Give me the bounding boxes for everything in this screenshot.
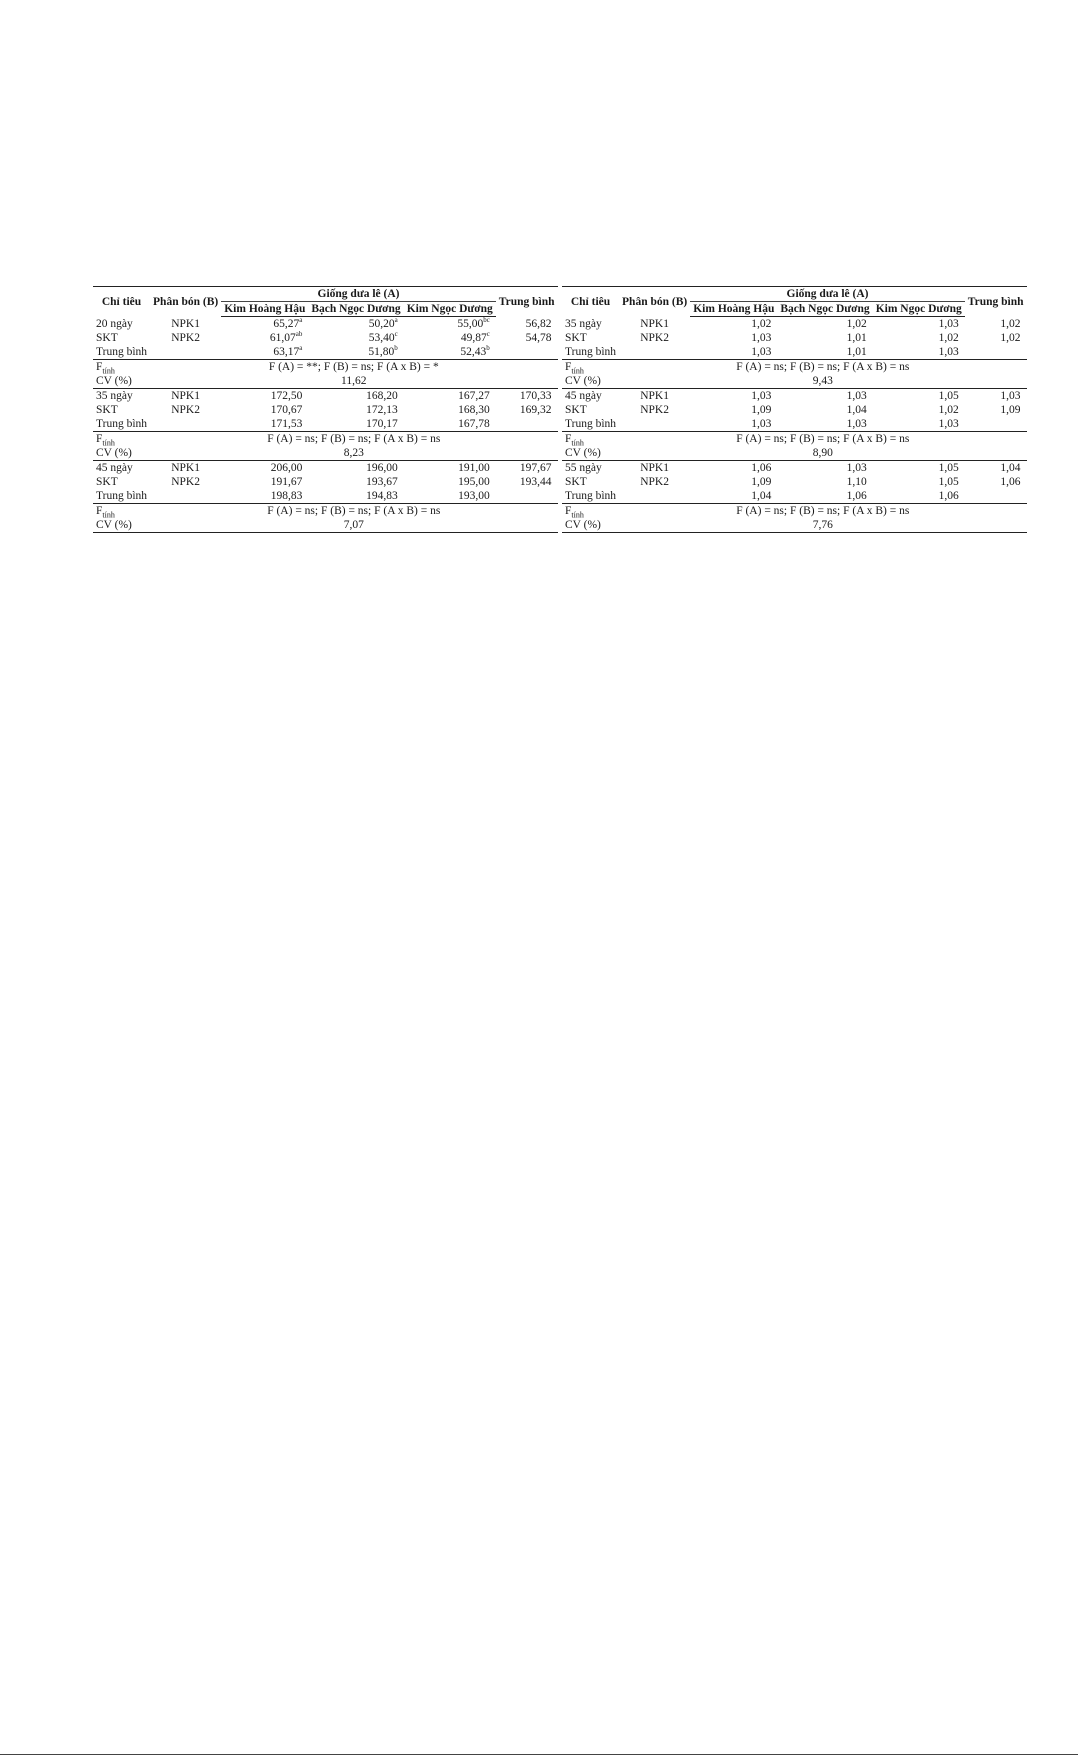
cell-variety-1-value: 172,50 — [270, 390, 303, 402]
row-label: Trung bình — [562, 417, 619, 432]
cell-variety-1 — [690, 403, 777, 417]
header-variety-1: Kim Hoàng Hậu — [221, 302, 308, 317]
row-fertilizer — [619, 489, 690, 504]
cell-variety-2-value: 168,20 — [366, 390, 398, 402]
cell-variety-2-value: 53,40 — [368, 332, 395, 344]
header-fertilizer: Phân bón (B) — [619, 287, 690, 317]
cell-variety-1 — [221, 475, 308, 489]
table-row — [562, 475, 1027, 489]
cell-average: 56,82 — [525, 317, 552, 330]
row-label: SKT — [96, 476, 118, 488]
cell-variety-3-value: 1,03 — [938, 318, 959, 330]
cell-variety-1-value: 1,09 — [751, 404, 772, 416]
cell-average: 1,02 — [1000, 332, 1021, 344]
row-label: Trung bình — [93, 417, 150, 432]
row-fertilizer: NPK1 — [640, 390, 669, 402]
cell-variety-3-value: 167,78 — [458, 418, 490, 430]
cell-variety-1 — [221, 345, 308, 360]
cell-variety-3 — [873, 345, 965, 360]
cell-variety-1 — [690, 489, 777, 504]
table-row — [562, 417, 1027, 432]
f-symbol: F — [96, 361, 103, 373]
cell-variety-2 — [777, 389, 872, 404]
f-test-row — [93, 504, 558, 519]
cell-variety-2 — [777, 403, 872, 417]
cell-average: 1,09 — [1000, 404, 1021, 416]
row-label: Trung bình — [93, 345, 150, 360]
row-fertilizer: NPK2 — [640, 332, 669, 344]
table-row — [93, 403, 558, 417]
cell-variety-3-value: 168,30 — [458, 404, 490, 416]
cv-label: CV (%) — [93, 518, 150, 533]
cell-average: 1,03 — [1000, 390, 1021, 402]
row-label: 20 ngày — [96, 317, 133, 330]
header-variety-2: Bạch Ngọc Dương — [308, 302, 403, 317]
f-symbol: F — [96, 505, 103, 517]
table-row — [562, 317, 1027, 332]
cell-variety-2-value: 193,67 — [366, 476, 398, 488]
cell-variety-2-significance: b — [394, 344, 398, 353]
f-test-row — [93, 432, 558, 447]
cell-variety-3 — [404, 331, 496, 345]
cell-variety-1 — [221, 331, 308, 345]
row-label: 35 ngày — [96, 390, 133, 402]
row-label: SKT — [565, 404, 587, 416]
cell-variety-2-value: 170,17 — [366, 418, 398, 430]
f-subscript: tính — [571, 366, 584, 376]
row-label: SKT — [565, 476, 587, 488]
f-subscript: tính — [102, 438, 115, 448]
cell-variety-2 — [308, 331, 403, 345]
cv-row — [93, 446, 558, 461]
cv-value: 8,90 — [619, 446, 1027, 461]
row-fertilizer: NPK2 — [171, 332, 200, 344]
table-row — [93, 345, 558, 360]
row-label: 35 ngày — [565, 317, 602, 330]
f-test-row — [562, 360, 1027, 375]
f-symbol: F — [565, 505, 572, 517]
cell-variety-1-value: 1,06 — [751, 462, 772, 474]
cv-row — [93, 518, 558, 533]
cell-average — [965, 489, 1027, 504]
cell-variety-3-value: 193,00 — [458, 490, 490, 502]
row-fertilizer: NPK2 — [171, 476, 200, 488]
cell-variety-1 — [221, 417, 308, 432]
cell-variety-1 — [221, 317, 308, 332]
cell-variety-3-value: 49,87 — [460, 332, 487, 344]
cell-variety-3 — [404, 475, 496, 489]
f-test-label — [562, 504, 619, 519]
cell-variety-1-value: 65,27 — [273, 318, 300, 330]
cell-variety-1-significance: a — [299, 344, 303, 353]
cell-variety-1 — [690, 345, 777, 360]
cell-variety-1 — [221, 389, 308, 404]
cell-variety-3-value: 167,27 — [458, 390, 490, 402]
cell-variety-1-value: 1,03 — [751, 332, 772, 344]
cell-variety-3-value: 1,05 — [938, 476, 959, 488]
left-table-body — [93, 317, 558, 533]
table-row — [562, 345, 1027, 360]
f-test-label — [562, 432, 619, 447]
row-fertilizer — [150, 345, 221, 360]
header-variety-3: Kim Ngọc Dương — [873, 302, 965, 317]
cell-variety-2 — [777, 461, 872, 476]
cell-variety-2 — [777, 417, 872, 432]
left-data-table — [93, 286, 558, 533]
cell-variety-3-value: 55,00 — [457, 318, 484, 330]
table-row — [93, 417, 558, 432]
header-criteria: Chỉ tiêu — [562, 287, 619, 317]
header-variety-1: Kim Hoàng Hậu — [690, 302, 777, 317]
row-fertilizer: NPK2 — [640, 476, 669, 488]
cell-variety-1 — [221, 461, 308, 476]
cell-average: 197,67 — [519, 462, 552, 474]
cell-variety-1-significance: ab — [295, 330, 303, 339]
table-row — [93, 317, 558, 332]
cell-average: 170,33 — [519, 390, 552, 402]
cv-value: 11,62 — [150, 374, 558, 389]
cv-row — [562, 518, 1027, 533]
cell-variety-1 — [221, 489, 308, 504]
cell-variety-1 — [690, 475, 777, 489]
f-test-result: F (A) = ns; F (B) = ns; F (A x B) = ns — [736, 505, 910, 517]
f-test-row — [93, 360, 558, 375]
table-row — [562, 389, 1027, 404]
row-label: Trung bình — [562, 345, 619, 360]
cell-variety-2-value: 1,10 — [846, 476, 867, 488]
cell-variety-2-value: 51,80 — [368, 346, 395, 358]
cell-average — [496, 417, 558, 432]
cell-variety-3 — [873, 461, 965, 476]
row-fertilizer: NPK1 — [640, 462, 669, 474]
cell-variety-1 — [221, 403, 308, 417]
f-test-result: F (A) = ns; F (B) = ns; F (A x B) = ns — [736, 433, 910, 445]
row-label: 55 ngày — [565, 462, 602, 474]
cv-value: 9,43 — [619, 374, 1027, 389]
cell-variety-3 — [873, 417, 965, 432]
cell-variety-2 — [308, 475, 403, 489]
cell-variety-3-value: 191,00 — [458, 462, 490, 474]
header-criteria: Chỉ tiêu — [93, 287, 150, 317]
cell-variety-2 — [308, 403, 403, 417]
cell-variety-3-value: 1,02 — [938, 332, 959, 344]
cell-variety-3-significance: bc — [483, 316, 490, 325]
f-test-result: F (A) = ns; F (B) = ns; F (A x B) = ns — [267, 433, 441, 445]
header-average: Trung bình — [496, 287, 558, 317]
f-test-label — [93, 360, 150, 375]
cell-variety-3 — [404, 389, 496, 404]
cell-variety-2-value: 1,06 — [846, 490, 867, 502]
row-label: SKT — [96, 332, 118, 344]
cell-variety-3 — [404, 417, 496, 432]
cell-variety-3 — [404, 461, 496, 476]
row-label: 45 ngày — [565, 390, 602, 402]
cell-average — [965, 417, 1027, 432]
header-fertilizer: Phân bón (B) — [150, 287, 221, 317]
cell-variety-2 — [308, 317, 403, 332]
cv-row — [93, 374, 558, 389]
header-variety-3: Kim Ngọc Dương — [404, 302, 496, 317]
cell-variety-3-value: 1,05 — [938, 390, 959, 402]
cell-variety-3-value: 1,06 — [938, 490, 959, 502]
cell-variety-2 — [777, 331, 872, 345]
cell-variety-3-value: 52,43 — [460, 346, 487, 358]
f-test-result: F (A) = ns; F (B) = ns; F (A x B) = ns — [736, 361, 910, 373]
cell-average: 54,78 — [525, 332, 552, 344]
page-bottom-rule — [0, 1754, 1078, 1755]
cell-variety-1-value: 1,03 — [751, 390, 772, 402]
cv-label: CV (%) — [562, 446, 619, 461]
row-fertilizer — [150, 417, 221, 432]
cell-variety-2-value: 1,01 — [846, 346, 867, 358]
table-row — [562, 461, 1027, 476]
f-subscript: tính — [571, 438, 584, 448]
cell-variety-2-value: 194,83 — [366, 490, 398, 502]
cell-variety-2-value: 196,00 — [366, 462, 398, 474]
f-symbol: F — [565, 433, 572, 445]
cell-average: 193,44 — [519, 476, 552, 488]
row-fertilizer: NPK1 — [171, 390, 200, 402]
f-symbol: F — [565, 361, 572, 373]
cell-variety-1-value: 170,67 — [270, 404, 303, 416]
f-test-row — [562, 432, 1027, 447]
table-row — [562, 331, 1027, 345]
cell-variety-3-value: 1,03 — [938, 418, 959, 430]
header-variety-2: Bạch Ngọc Dương — [777, 302, 872, 317]
cell-variety-1-value: 206,00 — [270, 462, 303, 474]
cell-variety-2-value: 1,03 — [846, 418, 867, 430]
row-fertilizer: NPK2 — [640, 404, 669, 416]
cell-variety-3-value: 1,05 — [938, 462, 959, 474]
cell-variety-2 — [308, 389, 403, 404]
cell-average: 169,32 — [519, 404, 552, 416]
cell-variety-3-value: 1,03 — [938, 346, 959, 358]
cell-variety-3 — [404, 403, 496, 417]
table-row — [562, 403, 1027, 417]
cv-label: CV (%) — [562, 374, 619, 389]
cell-average: 1,02 — [1000, 317, 1021, 330]
cell-variety-3 — [404, 489, 496, 504]
cell-average: 1,04 — [1000, 462, 1021, 474]
cell-variety-1 — [690, 317, 777, 332]
header-average: Trung bình — [965, 287, 1027, 317]
f-test-row — [562, 504, 1027, 519]
cv-row — [562, 446, 1027, 461]
cell-variety-3 — [873, 389, 965, 404]
row-label: SKT — [565, 332, 587, 344]
cell-variety-3 — [404, 317, 496, 332]
header-variety-group: Giống dưa lê (A) — [221, 287, 496, 302]
row-fertilizer — [150, 489, 221, 504]
cell-variety-1-value: 191,67 — [270, 476, 303, 488]
cell-variety-1-significance: a — [299, 316, 303, 325]
cell-variety-3 — [873, 331, 965, 345]
cell-variety-1-value: 1,04 — [751, 490, 772, 502]
cell-variety-3 — [873, 489, 965, 504]
row-fertilizer: NPK1 — [640, 317, 669, 330]
f-subscript: tính — [571, 510, 584, 520]
cell-variety-2-value: 1,03 — [846, 462, 867, 474]
table-row — [93, 475, 558, 489]
cell-average — [496, 489, 558, 504]
row-label: SKT — [96, 404, 118, 416]
table-row — [93, 331, 558, 345]
cell-variety-2 — [308, 345, 403, 360]
table-left — [93, 286, 555, 533]
cell-variety-3 — [873, 317, 965, 332]
cell-variety-3-significance: b — [486, 344, 490, 353]
f-symbol: F — [96, 433, 103, 445]
cell-variety-1-value: 198,83 — [270, 490, 303, 502]
row-fertilizer: NPK2 — [171, 404, 200, 416]
cell-variety-2 — [777, 345, 872, 360]
cell-variety-2-significance: a — [394, 316, 398, 325]
cell-variety-2 — [308, 489, 403, 504]
cell-variety-1-value: 1,03 — [751, 346, 772, 358]
cell-average — [496, 345, 558, 360]
cell-variety-1-value: 61,07 — [269, 332, 296, 344]
cv-label: CV (%) — [562, 518, 619, 533]
cv-label: CV (%) — [93, 374, 150, 389]
cv-value: 8,23 — [150, 446, 558, 461]
cell-variety-2 — [777, 489, 872, 504]
f-test-label — [562, 360, 619, 375]
cell-variety-2-value: 1,02 — [846, 318, 867, 330]
cell-variety-3 — [873, 403, 965, 417]
f-test-result: F (A) = **; F (B) = ns; F (A x B) = * — [268, 361, 439, 373]
row-label: Trung bình — [93, 489, 150, 504]
right-data-table — [562, 286, 1027, 533]
row-label: 45 ngày — [96, 462, 133, 474]
cell-variety-1 — [690, 331, 777, 345]
cell-variety-2 — [308, 461, 403, 476]
table-row — [93, 461, 558, 476]
cell-variety-2-value: 1,01 — [846, 332, 867, 344]
row-fertilizer: NPK1 — [171, 317, 200, 330]
cv-value: 7,07 — [150, 518, 558, 533]
table-right — [562, 286, 1024, 533]
row-fertilizer — [619, 345, 690, 360]
f-subscript: tính — [102, 366, 115, 376]
header-variety-group: Giống dưa lê (A) — [690, 287, 965, 302]
cell-variety-2 — [777, 317, 872, 332]
cell-variety-2-significance: c — [394, 330, 398, 339]
cv-row — [562, 374, 1027, 389]
cell-variety-2-value: 50,20 — [368, 318, 395, 330]
cell-variety-2-value: 1,04 — [846, 404, 867, 416]
cell-variety-1-value: 1,09 — [751, 476, 772, 488]
cell-variety-3-value: 195,00 — [458, 476, 490, 488]
cell-variety-3-value: 1,02 — [938, 404, 959, 416]
cell-variety-2 — [308, 417, 403, 432]
f-test-label — [93, 432, 150, 447]
cell-variety-1-value: 63,17 — [273, 346, 300, 358]
cell-variety-2 — [777, 475, 872, 489]
cell-variety-1 — [690, 461, 777, 476]
cv-value: 7,76 — [619, 518, 1027, 533]
cell-variety-3-significance: c — [486, 330, 490, 339]
f-test-label — [93, 504, 150, 519]
f-test-result: F (A) = ns; F (B) = ns; F (A x B) = ns — [267, 505, 441, 517]
table-row — [93, 489, 558, 504]
cell-variety-1 — [690, 417, 777, 432]
row-label: Trung bình — [562, 489, 619, 504]
f-subscript: tính — [102, 510, 115, 520]
cell-variety-1-value: 1,02 — [751, 318, 772, 330]
cell-variety-2-value: 1,03 — [846, 390, 867, 402]
cell-variety-3 — [404, 345, 496, 360]
cell-average: 1,06 — [1000, 476, 1021, 488]
cell-variety-2-value: 172,13 — [366, 404, 398, 416]
row-fertilizer — [619, 417, 690, 432]
cell-variety-1-value: 171,53 — [270, 418, 303, 430]
cv-label: CV (%) — [93, 446, 150, 461]
cell-variety-1-value: 1,03 — [751, 418, 772, 430]
cell-average — [965, 345, 1027, 360]
cell-variety-3 — [873, 475, 965, 489]
table-row — [562, 489, 1027, 504]
right-table-body — [562, 317, 1027, 533]
cell-variety-1 — [690, 389, 777, 404]
table-row — [93, 389, 558, 404]
row-fertilizer: NPK1 — [171, 462, 200, 474]
